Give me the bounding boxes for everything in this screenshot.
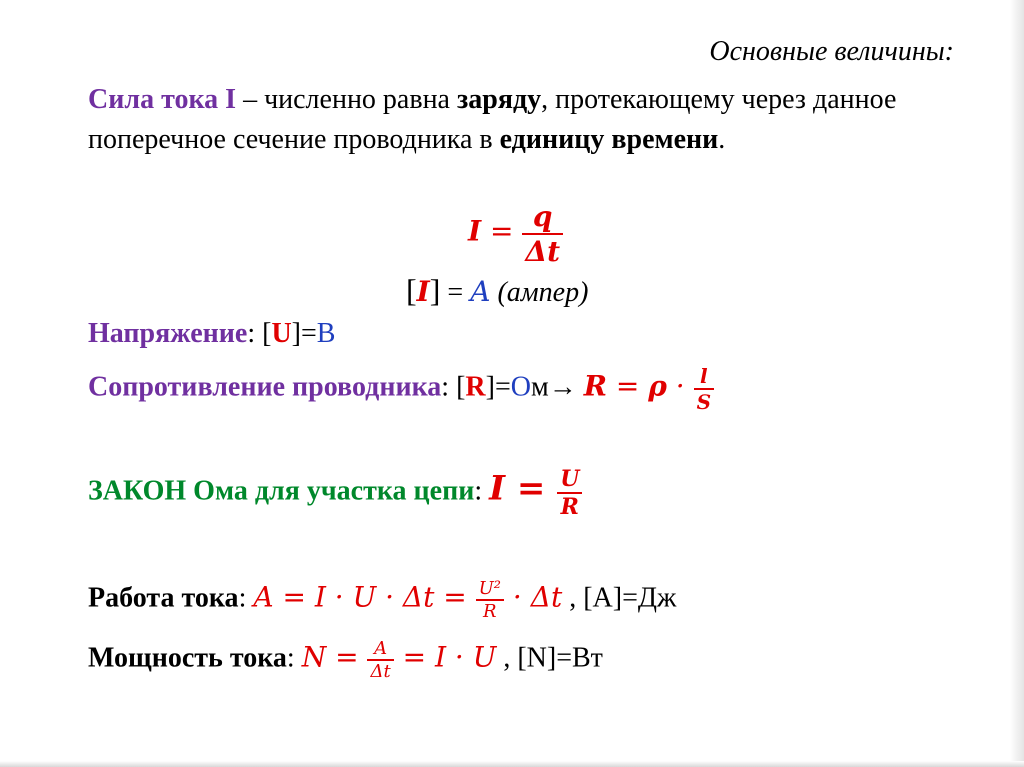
work-formula-part1: A = I · U · Δt = — [253, 580, 476, 614]
power-line — [88, 638, 603, 682]
ohm-law-eq: = — [505, 468, 558, 509]
current-unit-name: (ампер) — [490, 277, 589, 308]
power-formula-denominator: Δt — [370, 661, 391, 682]
current-unit — [406, 272, 588, 309]
power-formula-numerator: A — [367, 638, 393, 661]
ohm-law-colon: : — [474, 475, 490, 507]
current-formula-lhs: I — [468, 214, 482, 248]
current-formula-denominator: Δt — [525, 235, 561, 268]
work-colon: : — [238, 582, 254, 614]
voltage-line — [88, 318, 335, 350]
current-unit-eq: = — [440, 277, 471, 308]
resistance-unit-m: м→ — [531, 371, 584, 403]
ohm-law-line — [88, 466, 582, 520]
current-formula-eq: = — [481, 214, 523, 248]
ohm-law-denominator: R — [560, 494, 579, 520]
power-unit: , [N]=Вт — [496, 642, 603, 674]
voltage-colon: : [ — [247, 318, 272, 349]
ohm-law-numerator: U — [557, 466, 582, 494]
power-term: Мощность тока — [88, 642, 287, 674]
current-text-1: – численно равна — [236, 84, 457, 115]
current-text-2: , протекающему через данное поперечное сечение проводника в — [88, 84, 897, 155]
resistance-formula-rho: ρ — [648, 369, 667, 403]
ohm-law-term: ЗАКОН Ома для участка цепи — [88, 475, 475, 507]
current-text-3: . — [718, 124, 726, 155]
work-line — [88, 578, 676, 622]
work-formula-fraction — [476, 578, 504, 622]
resistance-term: Сопротивление проводника — [88, 371, 442, 403]
power-formula-fraction — [367, 638, 393, 682]
current-formula-numerator: q — [522, 200, 563, 235]
work-unit: , [А]=Дж — [562, 582, 677, 614]
resistance-line — [88, 364, 714, 414]
resistance-symbol: R — [465, 371, 486, 403]
resistance-formula-dot: · — [666, 369, 694, 403]
resistance-formula-numerator: l — [694, 364, 714, 390]
resistance-formula-denominator: S — [696, 390, 712, 414]
voltage-symbol: U — [271, 318, 292, 349]
current-unit-ampere: A — [470, 275, 491, 308]
slide-heading: Основные величины: — [709, 36, 954, 67]
current-unit-symbol: I — [416, 275, 430, 308]
current-bold-charge: заряду — [457, 84, 542, 115]
resistance-formula-eq: = — [607, 369, 649, 403]
current-unit-open: [ — [406, 272, 417, 308]
resistance-colon: : [ — [441, 371, 466, 403]
voltage-unit: В — [316, 318, 336, 349]
current-unit-close: ] — [429, 272, 441, 308]
ohm-law-lhs: I — [489, 468, 506, 509]
power-formula-part2: = I · U — [393, 640, 497, 674]
work-formula-numerator: U² — [476, 578, 504, 601]
resistance-formula-lhs: R — [583, 369, 607, 403]
work-term: Работа тока — [88, 582, 239, 614]
resistance-unit-o: О — [510, 371, 531, 403]
current-formula — [468, 200, 563, 268]
current-bold-unit-time: единицу времени — [499, 124, 719, 155]
resistance-rest: ]= — [485, 371, 511, 403]
power-formula-lhs: N = — [301, 640, 368, 674]
resistance-formula-fraction — [694, 364, 714, 414]
current-term: Сила тока I — [88, 84, 237, 115]
slide-right-edge — [1010, 0, 1024, 767]
voltage-term: Напряжение — [88, 318, 248, 349]
ohm-law-fraction — [557, 466, 582, 520]
power-colon: : — [286, 642, 302, 674]
slide-bottom-edge — [0, 761, 1024, 767]
voltage-rest: ]= — [291, 318, 317, 349]
work-formula-part2: · Δt — [504, 580, 563, 614]
current-formula-fraction — [522, 200, 563, 268]
current-definition — [88, 80, 948, 160]
work-formula-denominator: R — [483, 601, 497, 622]
